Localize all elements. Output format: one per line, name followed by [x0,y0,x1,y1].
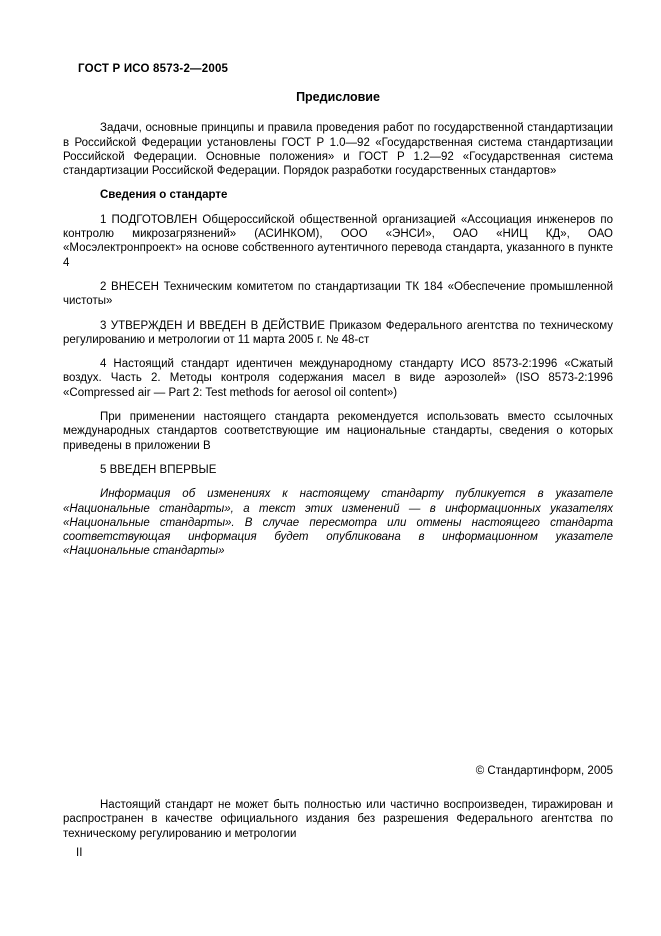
standard-info-item-5: 5 ВВЕДЕН ВПЕРВЫЕ [100,463,217,476]
standard-info-item-4: 4 Настоящий стандарт идентичен международному стандарту ИСО 8573-2:1996 «Сжатый воздух. Часть 2. Методы контроля содержания масел в виде аэрозолей» (ISO 8573-2:1996 «Compressed air — Part 2: Test methods for aerosol oil content») [63,358,613,399]
standard-info-item-2: 2 ВНЕСЕН Техническим комитетом по стандартизации ТК 184 «Обеспечение промышленной чистоты» [63,280,613,308]
reproduction-note: Настоящий стандарт не может быть полностью или частично воспроизведен, тиражирован и распространен в качестве официального издания без разрешения Федерального агентства по техническому регулированию и метрологии [63,799,613,840]
copyright-notice: © Стандартинформ, 2005 [475,765,613,777]
intro-paragraph: Задачи, основные принципы и правила проведения работ по государственной стандартизации в Российской Федерации установлены ГОСТ Р 1.0—92 «Государственная система стандартизации Российской Федерации. Основные положения» и ГОСТ Р 1.2—92 «Государственная система стандартизации Российской Федерации. Порядок разработки государственных стандартов» [63,122,613,178]
page-number: II [76,847,83,859]
amendments-note: Информация об изменениях к настоящему стандарту публикуется в указателе «Национальные стандарты», а текст этих изменений — в информационных указателях «Национальные стандарты». В случае пересмотра или отмены настоящего стандарта соответствующая информация будет опубликована в информационном указателе «Национальные стандарты» [63,488,613,558]
reference-note: При применении настоящего стандарта рекомендуется использовать вместо ссылочных международных стандартов соответствующие им национальные стандарты, сведения о которых приведены в приложении В [63,411,613,452]
standard-info-item-1: 1 ПОДГОТОВЛЕН Общероссийской общественной организацией «Ассоциация инженеров по контролю микрозагрязнений» (АСИНКОМ), ООО «ЭНСИ», ОАО «НИЦ КД», ОАО «Мосэлектронпроект» на основе собственного аутентичного перевода стандарта, указанного в пункте 4 [63,213,613,269]
doc-code: ГОСТ Р ИСО 8573-2—2005 [78,63,229,75]
standard-info-heading: Сведения о стандарте [100,189,228,202]
page-content [63,62,613,569]
standard-info-item-3: 3 УТВЕРЖДЕН И ВВЕДЕН В ДЕЙСТВИЕ Приказом Федерального агентства по техническому регулированию и метрологии от 11 марта 2005 г. № 48-ст [63,319,613,346]
page-title: Предисловие [296,90,380,105]
